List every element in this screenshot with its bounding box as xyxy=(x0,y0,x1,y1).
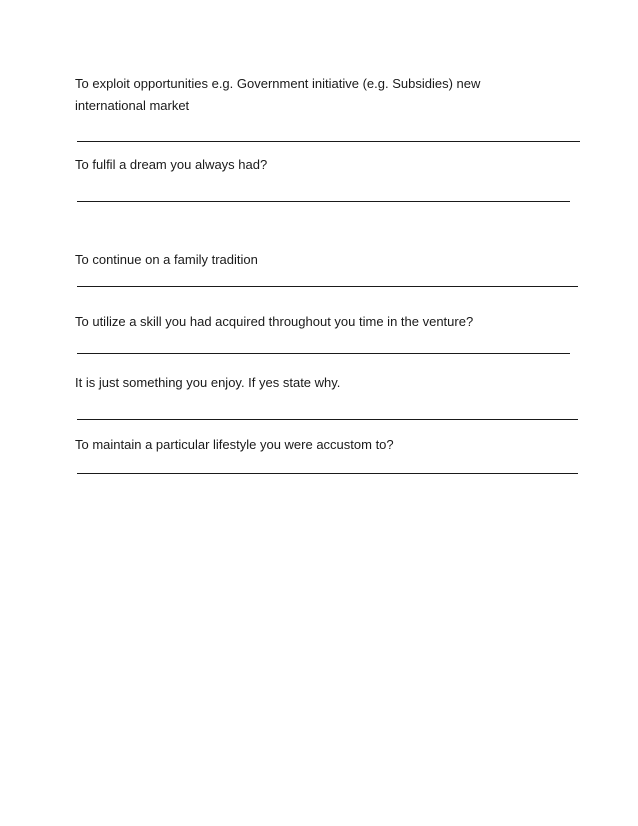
answer-line-utilize-skill[interactable] xyxy=(77,353,570,354)
question-lifestyle: To maintain a particular lifestyle you were accustom to? xyxy=(75,437,394,452)
question-enjoy: It is just something you enjoy. If yes state why. xyxy=(75,375,341,390)
answer-line-enjoy[interactable] xyxy=(77,419,578,420)
question-family-tradition: To continue on a family tradition xyxy=(75,252,258,267)
question-exploit-opportunities xyxy=(75,73,480,117)
answer-line-lifestyle[interactable] xyxy=(77,473,578,474)
question-fulfil-dream: To fulfil a dream you always had? xyxy=(75,157,268,172)
answer-line-family-tradition[interactable] xyxy=(77,286,578,287)
answer-line-exploit-opportunities[interactable] xyxy=(77,141,580,142)
answer-line-fulfil-dream[interactable] xyxy=(77,201,570,202)
question-text-line-2: international market xyxy=(75,98,190,113)
question-text-line-1: To exploit opportunities e.g. Government initiative (e.g. Subsidies) new xyxy=(75,76,481,91)
question-utilize-skill: To utilize a skill you had acquired throughout you time in the venture? xyxy=(75,314,474,329)
